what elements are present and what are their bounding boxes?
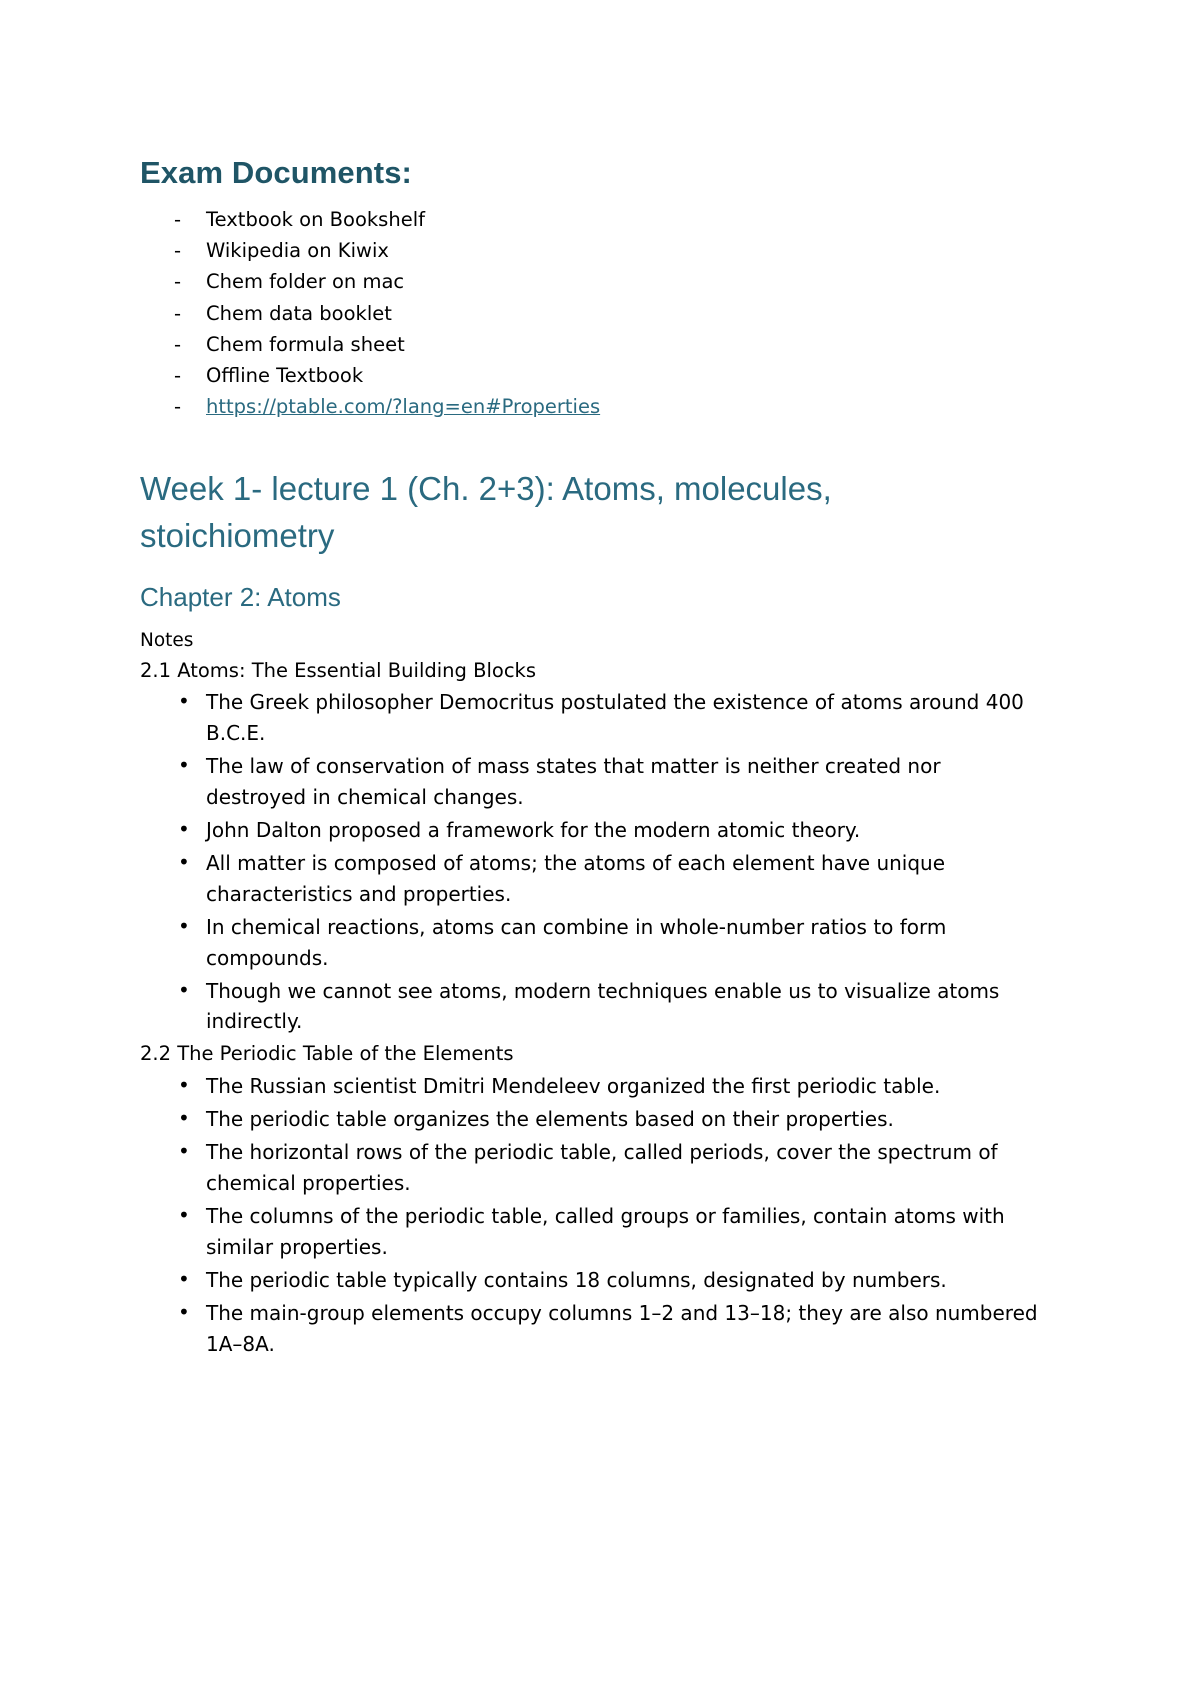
dash-marker: - [174, 364, 182, 388]
list-item-label: The Russian scientist Dmitri Mendeleev organized the first periodic table. [206, 1073, 941, 1098]
section-2-1-title: 2.1 Atoms: The Essential Building Blocks [140, 658, 536, 682]
dash-marker: - [174, 239, 182, 263]
bullet-marker: • [178, 977, 190, 1002]
bullet-marker: • [178, 1266, 190, 1291]
bullet-marker: • [178, 689, 190, 714]
list-item-label: In chemical reactions, atoms can combine in whole-number ratios to form compounds. [206, 915, 947, 970]
list-item [140, 976, 1046, 1037]
list-item [140, 912, 1046, 973]
list-item-label: The horizontal rows of the periodic table, called periods, cover the spectrum of chemical properties. [206, 1140, 998, 1195]
list-item [140, 299, 1060, 329]
list-item [140, 1137, 1046, 1198]
bullet-marker: • [178, 850, 190, 875]
dash-marker: - [174, 395, 182, 419]
dash-marker: - [174, 270, 182, 294]
bullet-marker: • [178, 1300, 190, 1325]
list-item-label: Offline Textbook [206, 364, 364, 388]
list-item-label: John Dalton proposed a framework for the modern atomic theory. [206, 818, 861, 843]
list-item [140, 1201, 1046, 1262]
list-item [140, 1071, 1046, 1101]
list-item-label: All matter is composed of atoms; the atoms of each element have unique characteristics and properties. [206, 851, 946, 906]
list-item [140, 1265, 1046, 1295]
bullet-marker: • [178, 753, 190, 778]
bullet-marker: • [178, 1203, 190, 1228]
week-heading: Week 1- lecture 1 (Ch. 2+3): Atoms, molecules, stoichiometry [140, 469, 832, 555]
list-item-label: Chem folder on mac [206, 270, 405, 294]
list-item [140, 1298, 1046, 1359]
list-item [140, 205, 1060, 235]
list-item [140, 815, 1046, 845]
bullet-marker: • [178, 1106, 190, 1130]
list-item-label: The periodic table organizes the elements based on their properties. [206, 1107, 894, 1131]
bullet-marker: • [178, 1072, 190, 1097]
bullet-marker: • [178, 817, 190, 842]
bullet-marker: • [178, 914, 190, 939]
section-2-2-title: 2.2 The Periodic Table of the Elements [140, 1041, 514, 1065]
list-item-label: The law of conservation of mass states that matter is neither created nor destroyed in chemical changes. [206, 754, 941, 809]
list-item [140, 236, 1060, 266]
notes-label: Notes [140, 630, 194, 652]
list-item-link[interactable] [140, 392, 1060, 422]
list-item [140, 1104, 1046, 1134]
section-2-2-bullets [140, 1071, 1060, 1360]
ptable-link[interactable]: https://ptable.com/?lang=en#Properties [206, 395, 601, 419]
list-item-label: Though we cannot see atoms, modern techniques enable us to visualize atoms indirectly. [206, 978, 1000, 1034]
dash-marker: - [174, 301, 182, 325]
list-item-label: The periodic table typically contains 18 columns, designated by numbers. [206, 1267, 947, 1292]
list-item [140, 267, 1060, 297]
notes-section [140, 627, 1060, 1359]
section-2-1-bullets [140, 687, 1060, 1036]
list-item-label: The columns of the periodic table, called groups or families, contain atoms with similar properties. [206, 1204, 1005, 1259]
list-item-label: Chem formula sheet [206, 332, 405, 356]
list-item-label: Wikipedia on Kiwix [206, 239, 389, 263]
list-item-label: Chem data booklet [206, 301, 392, 325]
list-item [140, 687, 1046, 748]
dash-marker: - [174, 208, 182, 231]
list-item [140, 848, 1046, 909]
list-item [140, 751, 1046, 812]
list-item-label: The Greek philosopher Democritus postulated the existence of atoms around 400 B.C.E. [206, 690, 1024, 745]
list-item [140, 361, 1060, 391]
exam-documents-heading: Exam Documents: [140, 155, 412, 190]
exam-documents-list [140, 205, 1060, 423]
list-item-label: Textbook on Bookshelf [206, 208, 425, 231]
dash-marker: - [174, 332, 182, 356]
list-item [140, 330, 1060, 360]
bullet-marker: • [178, 1139, 190, 1164]
list-item-label: The main-group elements occupy columns 1–2 and 13–18; they are also numbered 1A–8A. [206, 1301, 1038, 1356]
chapter-heading: Chapter 2: Atoms [140, 582, 341, 613]
